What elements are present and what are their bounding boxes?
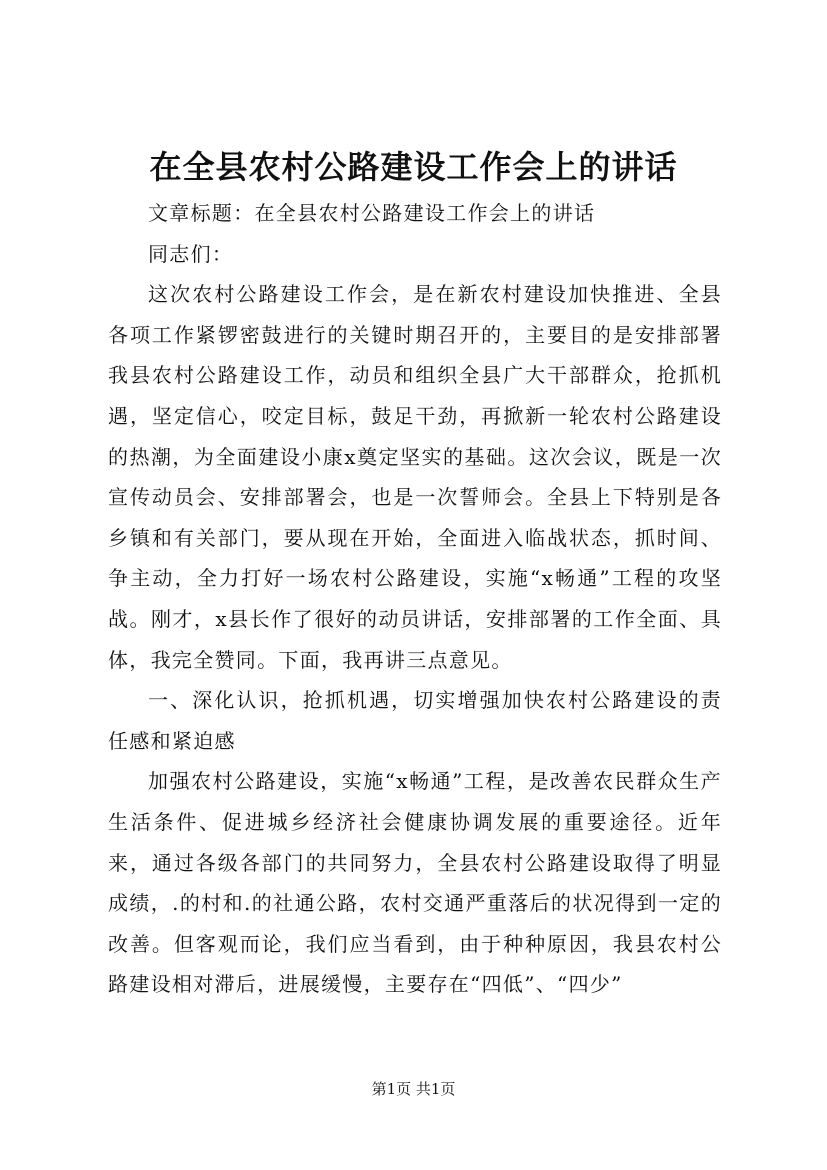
paragraph-article-title: 文章标题：在全县农村公路建设工作会上的讲话	[148, 201, 596, 225]
paragraph-introduction: 这次农村公路建设工作会，是在新农村建设加快推进、全县各项工作紧锣密鼓进行的关键时期召开的，主要目的是安排部署我县农村公路建设工作，动员和组织全县广大干部群众，抢抓机遇，坚定信心，咬定目标，鼓足干劲，再掀新一轮农村公路建设的热潮，为全面建设小康x奠定坚实的基础。这次会议，既是一次宣传动员会、安排部署会，也是一次誓师会。全县上下特别是各乡镇和有关部门，要从现在开始，全面进入临战状态，抓时间、争主动，全力打好一场农村公路建设，实施“x畅通”工程的攻坚战。刚才，x县长作了很好的动员讲话，安排部署的工作全面、具体，我完全赞同。下面，我再讲三点意见。	[108, 282, 722, 672]
document-title: 在全县农村公路建设工作会上的讲话	[149, 148, 678, 186]
page-number-footer: 第1页 共1页	[371, 1080, 456, 1098]
paragraph-section-one: 加强农村公路建设，实施“x畅通”工程，是改善农民群众生产生活条件、促进城乡经济社会健康协调发展的重要途径。近年来，通过各级各部门的共同努力，全县农村公路建设取得了明显成绩，.的村和.的社通公路，农村交通严重落后的状况得到一定的改善。但客观而论，我们应当看到，由于种种原因，我县农村公路建设相对滞后，进展缓慢，主要存在“四低”、“四少”	[108, 769, 722, 997]
paragraph-salutation: 同志们：	[148, 241, 234, 266]
section-heading-one: 一、深化认识，抢抓机遇，切实增强加快农村公路建设的责任感和紧迫感	[108, 688, 722, 753]
document-body	[108, 193, 722, 1005]
